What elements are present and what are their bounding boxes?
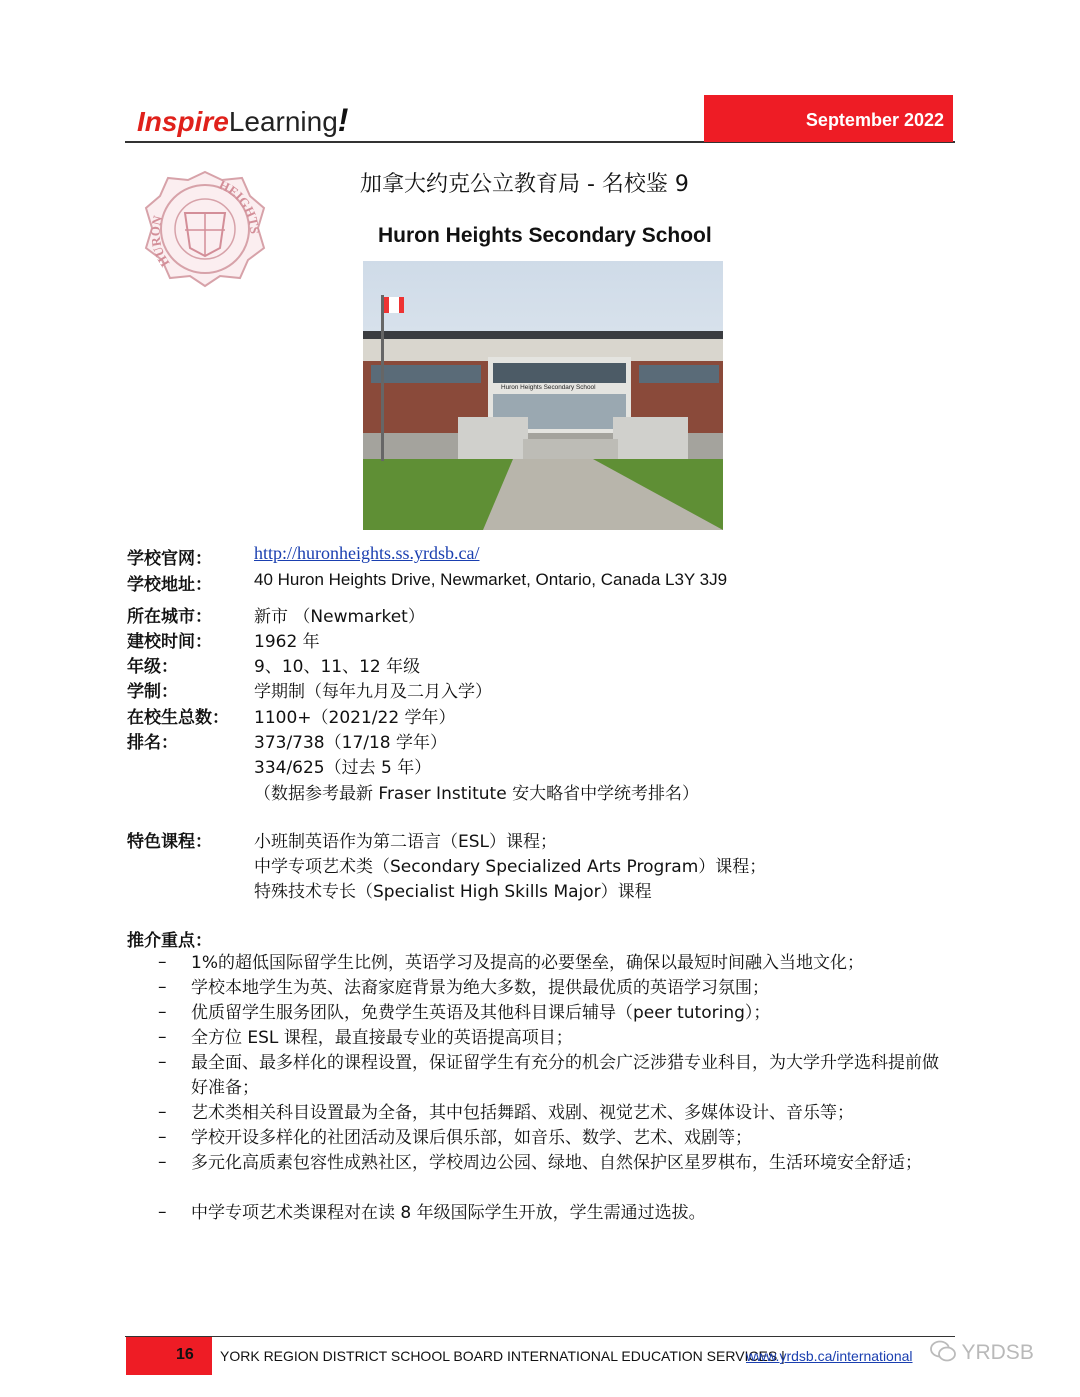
- highlight-item: 最全面、最多样化的课程设置，保证留学生有充分的机会广泛涉猎专业科目，为大学升学选科提前做好准备；: [191, 1053, 939, 1098]
- grades-value: 9、10、11、12 年级: [254, 657, 421, 677]
- ranking-label: 排名：: [127, 733, 178, 753]
- bullet-dash: –: [158, 1202, 167, 1222]
- ranking-line: 334/625（过去 5 年）: [254, 758, 432, 778]
- highlight-item: 学校本地学生为英、法裔家庭背景为绝大多数，提供最优质的英语学习氛围；: [191, 978, 769, 998]
- ranking-line: 373/738（17/18 学年）: [254, 733, 448, 753]
- wechat-icon: [930, 1340, 956, 1362]
- address-label: 学校地址：: [127, 575, 212, 595]
- highlight-item: 全方位 ESL 课程，最直接最专业的英语提高项目；: [191, 1028, 573, 1048]
- course-item: 特殊技术专长（Specialist High Skills Major）课程: [254, 882, 652, 902]
- footer-org: YORK REGION DISTRICT SCHOOL BOARD INTERNATIONAL EDUCATION SERVICES |: [220, 1348, 785, 1364]
- system-label: 学制：: [127, 682, 178, 702]
- bullet-dash: –: [158, 1127, 167, 1147]
- highlight-item: 学校开设多样化的社团活动及课后俱乐部，如音乐、数学、艺术、戏剧等；: [191, 1128, 752, 1148]
- city-label: 所在城市：: [127, 607, 212, 627]
- highlight-item: 多元化高质素包容性成熟社区，学校周边公园、绿地、自然保护区星罗棋布，生活环境安全舒适；: [191, 1153, 922, 1173]
- address-value: 40 Huron Heights Drive, Newmarket, Ontario, Canada L3Y 3J9: [254, 570, 728, 589]
- city-value: 新市 （Newmarket）: [254, 607, 425, 627]
- highlights-title: 推介重点：: [127, 931, 212, 951]
- highlight-item: 中学专项艺术类课程对在读 8 年级国际学生开放，学生需通过选拔。: [191, 1203, 706, 1223]
- system-value: 学期制（每年九月及二月入学）: [254, 682, 492, 702]
- footer-divider: [125, 1336, 955, 1337]
- website-label: 学校官网：: [127, 549, 212, 569]
- grades-label: 年级：: [127, 657, 178, 677]
- school-building-photo: [363, 261, 723, 530]
- bullet-dash: –: [158, 977, 167, 997]
- school-seal-icon: [140, 168, 270, 290]
- bullet-dash: –: [158, 1052, 167, 1072]
- students-label: 在校生总数：: [127, 708, 229, 728]
- students-value: 1100+（2021/22 学年）: [254, 708, 456, 728]
- issue-date: September 2022: [805, 110, 944, 130]
- bullet-dash: –: [158, 1027, 167, 1047]
- watermark-text: YRDSB: [961, 1341, 1034, 1364]
- founded-value: 1962 年: [254, 632, 320, 652]
- courses-label: 特色课程：: [127, 832, 212, 852]
- course-item: 中学专项艺术类（Secondary Specialized Arts Program）课程；: [254, 857, 767, 877]
- page-number: 16: [176, 1346, 194, 1363]
- highlight-item: 艺术类相关科目设置最为全备，其中包括舞蹈、戏剧、视觉艺术、多媒体设计、音乐等；: [191, 1103, 854, 1123]
- bullet-dash: –: [158, 1102, 167, 1122]
- ranking-note: （数据参考最新 Fraser Institute 安大略省中学统考排名）: [254, 784, 700, 804]
- svg-text:Huron Heights Secondary School: Huron Heights Secondary School: [501, 384, 596, 391]
- brand-logo: InspireLearning!: [137, 102, 349, 138]
- highlight-item: 1%的超低国际留学生比例，英语学习及提高的必要堡垒，确保以最短时间融入当地文化；: [191, 953, 864, 973]
- svg-text:HURON: HURON: [147, 214, 173, 270]
- website-link[interactable]: http://huronheights.ss.yrdsb.ca/: [254, 543, 480, 563]
- highlight-item: 优质留学生服务团队，免费学生英语及其他科目课后辅导（peer tutoring）；: [191, 1003, 771, 1023]
- page-number-box: [126, 1337, 212, 1375]
- page-title: 加拿大约克公立教育局 - 名校鉴 9: [360, 172, 689, 197]
- school-name: Huron Heights Secondary School: [378, 224, 712, 247]
- svg-text:HEIGHTS: HEIGHTS: [216, 176, 263, 235]
- bullet-dash: –: [158, 952, 167, 972]
- founded-label: 建校时间：: [127, 632, 212, 652]
- course-item: 小班制英语作为第二语言（ESL）课程；: [254, 832, 558, 852]
- watermark: [930, 1340, 1034, 1365]
- footer-link[interactable]: www.yrdsb.ca/international: [746, 1348, 913, 1364]
- bullet-dash: –: [158, 1002, 167, 1022]
- bullet-dash: –: [158, 1152, 167, 1172]
